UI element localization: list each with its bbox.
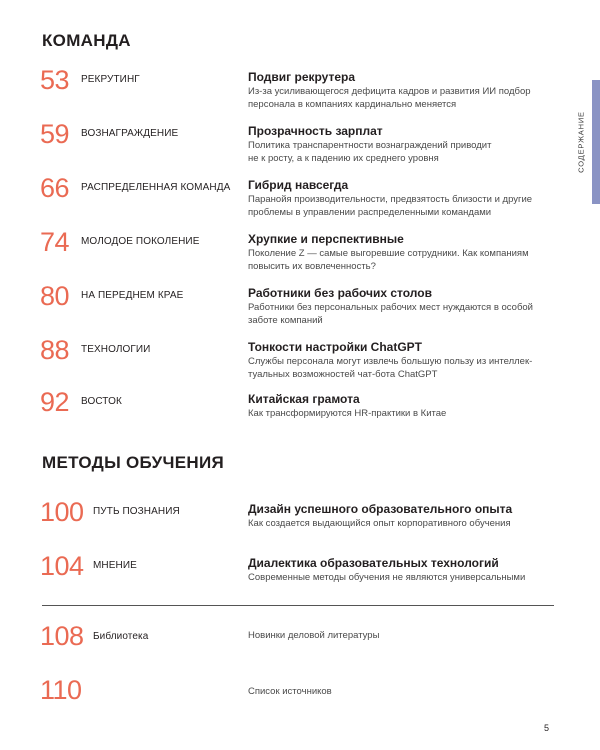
toc-headline[interactable]: Гибрид навсегда xyxy=(248,178,349,192)
toc-rubric: Библиотека xyxy=(93,631,149,642)
toc-description-line: проблемы в управлении распределенными командами xyxy=(248,206,492,218)
toc-description-line: персонала в компаниях кардинально меняется xyxy=(248,98,457,110)
toc-page-number: 74 xyxy=(40,227,70,257)
toc-headline[interactable]: Работники без рабочих столов xyxy=(248,286,432,300)
toc-description xyxy=(248,302,558,327)
toc-page-number: 66 xyxy=(40,173,70,203)
toc-page-number: 108 xyxy=(40,621,84,651)
toc-page-number: 80 xyxy=(40,281,70,311)
toc-description xyxy=(248,356,558,381)
toc-description-line: Список источников xyxy=(248,686,332,697)
toc-headline[interactable]: Прозрачность зарплат xyxy=(248,124,383,138)
toc-description-line: Как трансформируются HR-практики в Китае xyxy=(248,408,447,419)
section-title-team: КОМАНДА xyxy=(42,31,131,50)
toc-description xyxy=(248,518,558,531)
side-tab xyxy=(564,80,600,204)
toc-rubric: РЕКРУТИНГ xyxy=(81,74,140,85)
section-title-learning: МЕТОДЫ ОБУЧЕНИЯ xyxy=(42,453,225,472)
toc-description-line: не к росту, а к падению их среднего уровня xyxy=(248,152,439,164)
toc-description xyxy=(248,630,558,643)
page-number: 5 xyxy=(543,723,549,733)
toc-page-number: 88 xyxy=(40,335,70,365)
toc-page-number: 53 xyxy=(40,65,70,95)
toc-rubric: МНЕНИЕ xyxy=(93,560,137,571)
toc-description-line: повысить их вовлеченность? xyxy=(248,260,376,272)
toc-description-line: Работники без персональных рабочих мест нуждаются в особой xyxy=(248,302,533,313)
toc-rubric: МОЛОДОЕ ПОКОЛЕНИЕ xyxy=(81,236,200,247)
toc-rubric: ТЕХНОЛОГИИ xyxy=(81,344,151,355)
side-tab-bar xyxy=(592,80,600,204)
toc-rubric: ВОСТОК xyxy=(81,396,122,407)
toc-description xyxy=(248,248,558,273)
toc-description xyxy=(248,140,558,165)
toc-page-number: 104 xyxy=(40,551,84,581)
toc-headline[interactable]: Тонкости настройки ChatGPT xyxy=(248,340,422,354)
toc-description xyxy=(248,86,558,111)
toc-description-line: Из-за усиливающегося дефицита кадров и развития ИИ подбор xyxy=(248,86,531,97)
toc-description xyxy=(248,408,558,421)
toc-rubric: РАСПРЕДЕЛЕННАЯ КОМАНДА xyxy=(81,182,231,193)
toc-page-number: 92 xyxy=(40,387,70,417)
toc-rubric: ПУТЬ ПОЗНАНИЯ xyxy=(93,506,180,517)
section-divider xyxy=(42,605,554,606)
toc-description-line: Службы персонала могут извлечь большую пользу из интеллек- xyxy=(248,356,533,367)
toc-description-line: Паранойя производительности, предвзятость близости и другие xyxy=(248,194,533,205)
toc-description-line: Как создается выдающийся опыт корпоративного обучения xyxy=(248,518,511,529)
toc-description xyxy=(248,572,558,585)
toc-description xyxy=(248,686,558,699)
toc-headline[interactable]: Дизайн успешного образовательного опыта xyxy=(248,502,513,516)
toc-description-line: туальных возможностей чат-бота ChatGPT xyxy=(248,368,438,380)
toc-headline[interactable]: Диалектика образовательных технологий xyxy=(248,556,499,570)
toc-description-line: Новинки деловой литературы xyxy=(248,630,380,641)
side-tab-label: СОДЕРЖАНИЕ xyxy=(576,111,586,173)
toc-description-line: Поколение Z — самые выгоревшие сотрудники. Как компаниям xyxy=(248,248,529,259)
toc-description-line: Современные методы обучения не являются универсальными xyxy=(248,572,526,583)
toc-headline[interactable]: Подвиг рекрутера xyxy=(248,70,356,84)
toc-page-number: 110 xyxy=(40,675,82,705)
toc-description-line: заботе компаний xyxy=(248,314,323,326)
toc-headline[interactable]: Хрупкие и перспективные xyxy=(248,232,404,246)
toc-rubric: ВОЗНАГРАЖДЕНИЕ xyxy=(81,128,179,139)
toc-rubric: НА ПЕРЕДНЕМ КРАЕ xyxy=(81,290,184,301)
toc-description-line: Политика транспарентности вознаграждений приводит xyxy=(248,140,492,151)
toc-description xyxy=(248,194,558,219)
toc-page-number: 100 xyxy=(40,497,84,527)
toc-page-number: 59 xyxy=(40,119,70,149)
toc-headline[interactable]: Китайская грамота xyxy=(248,392,360,406)
